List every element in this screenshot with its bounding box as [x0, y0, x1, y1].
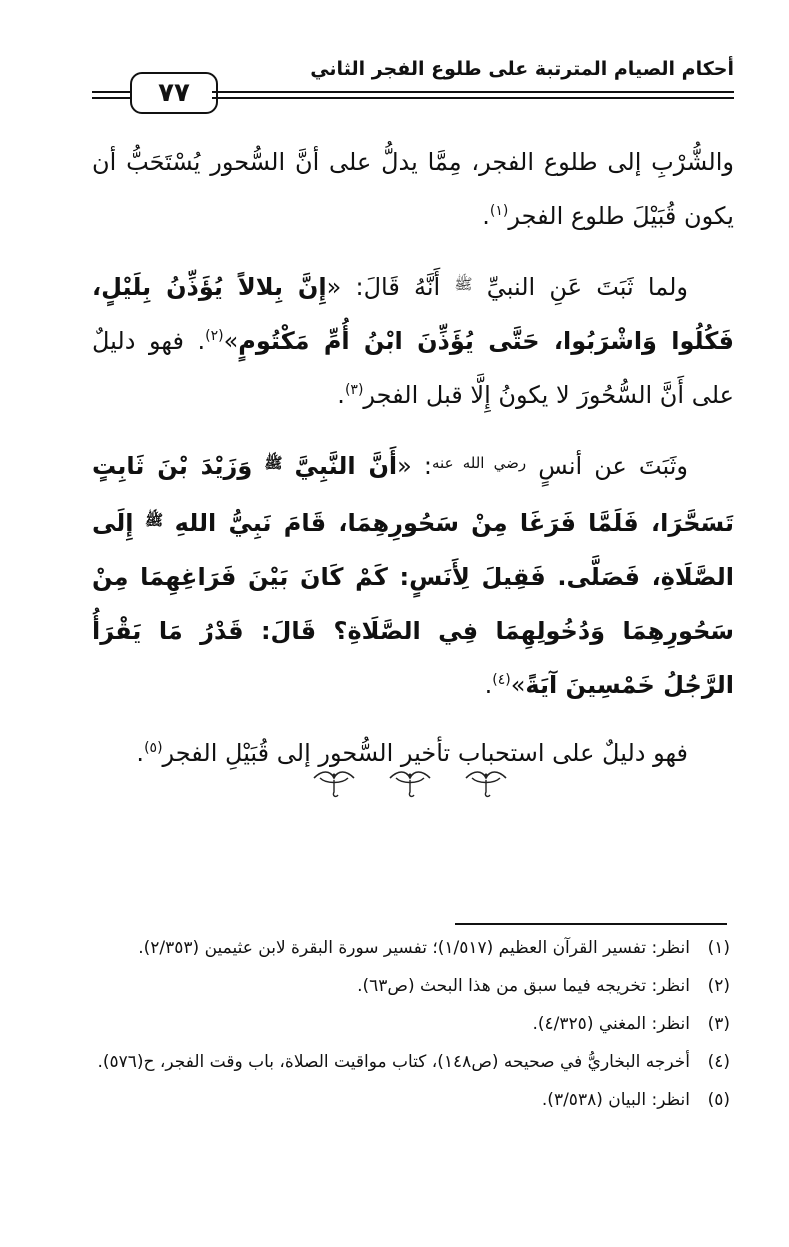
header-rule-left-bottom: [92, 97, 132, 99]
footnote-text: انظر: البيان (٣/٥٣٨).: [541, 1090, 690, 1110]
footnote-3: [78, 1006, 730, 1042]
header-rule-right-bottom: [212, 97, 734, 99]
footnote-4: [78, 1044, 730, 1080]
radiyallahu-glyph: رضي الله عنه: [432, 454, 527, 472]
salutation-glyph-2: ﷺ: [264, 454, 283, 472]
footnote-ref-2: (٢): [205, 328, 224, 344]
floral-ornament-icon: [386, 768, 434, 802]
page-header: [92, 58, 734, 112]
header-rule-left-top: [92, 91, 132, 93]
paragraph-2-after: . فهو دليلٌ على أَنَّ السُّحُورَ لا يكونُ إِلَّا قبل الفجر: [92, 327, 734, 409]
hadith-text-2a: أَنَّ النَّبِيَّ: [294, 452, 398, 480]
paragraph-3-intro: وثَبَتَ عن أنسٍ: [538, 452, 688, 480]
paragraph-4-text: فهو دليلٌ على استحباب تأخير السُّحور إلى قُبَيْلِ الفجر: [162, 739, 688, 767]
floral-ornament-icon: [462, 768, 510, 802]
section-ornament: [310, 768, 510, 804]
footnote-number: (٢): [707, 976, 730, 996]
salutation-glyph: ﷺ: [454, 275, 473, 293]
footnote-2: [78, 968, 730, 1004]
header-rule-right-top: [212, 91, 734, 93]
footnote-text: انظر: تخريجه فيما سبق من هذا البحث (ص٦٣).: [357, 976, 690, 996]
page-number: ٧٧: [130, 72, 218, 114]
hadith-close-1: »: [223, 327, 239, 355]
footnote-text: انظر: تفسير القرآن العظيم (١/٥١٧)؛ تفسير سورة البقرة لابن عثيمين (٢/٣٥٣).: [138, 938, 690, 958]
paragraph-2-intro: ولما ثَبَتَ عَنِ النبيِّ: [486, 273, 688, 301]
hadith-text-1: إِنَّ بِلالاً يُؤَذِّنُ بِلَيْلٍ، فَكُلُوا وَاشْرَبُوا، حَتَّى يُؤَذِّنَ ابْنُ أُمِّ مَكْتُومٍ: [92, 273, 734, 355]
paragraph-4-end: .: [136, 739, 145, 767]
footnote-text: انظر: المغني (٤/٣٢٥).: [532, 1014, 690, 1034]
paragraph-1-end: .: [482, 202, 490, 230]
footnote-text: أخرجه البخاريُّ في صحيحه (ص١٤٨)، كتاب مواقيت الصلاة، باب وقت الفجر، ح(٥٧٦).: [97, 1052, 690, 1072]
footnote-ref-5: (٥): [144, 740, 163, 756]
paragraph-3-end: .: [484, 671, 493, 699]
hadith-close-2: »: [510, 671, 526, 699]
footnote-number: (٥): [707, 1090, 730, 1110]
footnote-ref-4: (٤): [492, 672, 511, 688]
footnote-number: (١): [707, 938, 730, 958]
paragraph-1: [92, 135, 734, 243]
footnote-1: [78, 930, 730, 966]
salutation-glyph-3: ﷺ: [145, 511, 164, 529]
paragraph-2-end: .: [337, 381, 345, 409]
paragraph-3-colon: : «: [397, 452, 432, 480]
paragraph-2: [92, 257, 734, 422]
footnote-ref-1: (١): [489, 203, 509, 219]
paragraph-1-text: والشُّرْبِ إلى طلوع الفجر، مِمَّا يدلُّ على أنَّ السُّحور يُسْتَحَبُّ أن يكون قُبَيْلَ طلوع الفجر: [92, 148, 734, 230]
hadith-text-2b: وَزَيْدَ بْنَ ثَابِتٍ تَسَحَّرَا، فَلَمَّا فَرَغَا مِنْ سَحُورِهِمَا، قَامَ نَبِيُّ اللهِ: [92, 452, 734, 537]
floral-ornament-icon: [310, 768, 358, 802]
footnote-number: (٣): [707, 1014, 730, 1034]
footnote-5: [78, 1082, 730, 1118]
footnote-ref-3: (٣): [344, 382, 364, 398]
paragraph-2-qala: أَنَّهُ قَالَ: «: [326, 273, 441, 301]
main-text: [92, 135, 734, 794]
hadith-text-2c: إِلَى الصَّلَاةِ، فَصَلَّى. فَقِيلَ لِأَنَسٍ: كَمْ كَانَ بَيْنَ فَرَاغِهِمَا مِنْ سَحُورِهِمَا وَدُخُولِهِمَا فِي الصَّلَاةِ؟ قَالَ: قَدْرُ مَا يَقْرَأُ الرَّجُلُ خَمْسِينَ آيَةً: [92, 509, 734, 699]
footnotes: [78, 930, 730, 1120]
footnote-number: (٤): [707, 1052, 730, 1072]
footnote-separator: [455, 923, 727, 925]
paragraph-3: [92, 436, 734, 712]
running-title: أحكام الصيام المترتبة على طلوع الفجر الثاني: [310, 58, 734, 80]
